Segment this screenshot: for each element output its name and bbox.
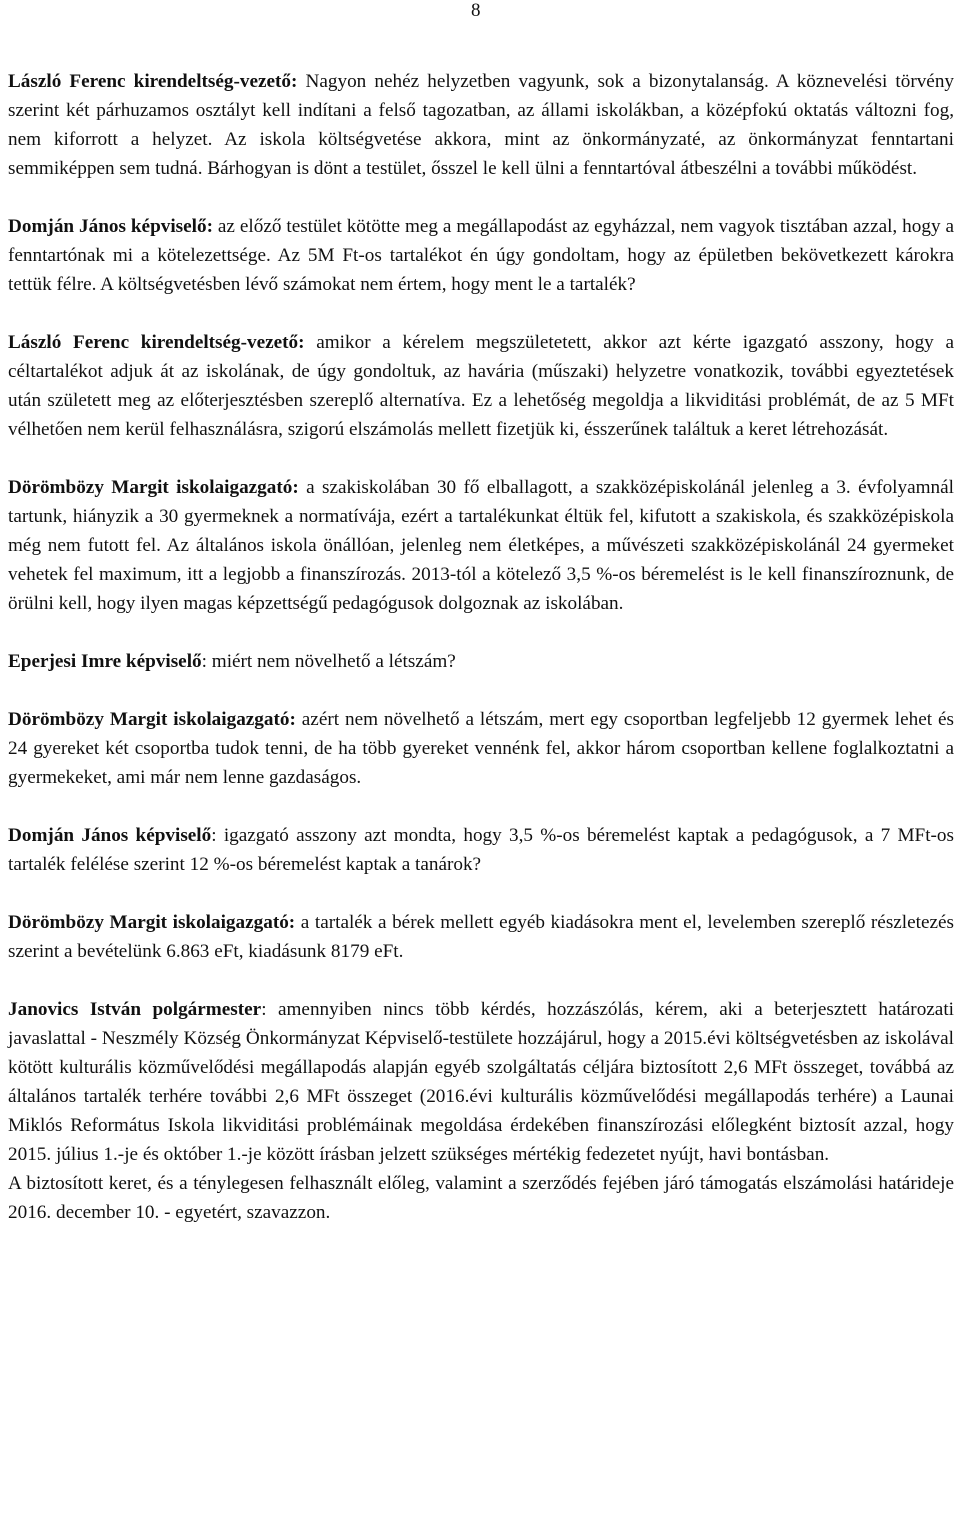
paragraph-text: : amennyiben nincs több kérdés, hozzászólás, kérem, aki a beterjesztett határozati javaslattal - Neszmély Község Önkormányzat Képviselő-testülete hozzájárul, hogy a 2015.évi költségvetésben az iskolával kötött kulturális közművelődési megállapodás alapján egyéb szolgáltatás céljára biztosított 2,6 MFt összeget, továbbá az általános tartalék terhére további 2,6 MFt összeget (2016.évi kulturális közművelődési megállapodás terhére) a Launai Miklós Református Iskola likviditási problémáinak megoldása érdekében finanszírozási előlegként biztosít azzal, hogy 2015. július 1.-je és október 1.-je között írásban jelzett szükséges mértékig fedezetet nyújt, havi bontásban. [8, 999, 954, 1165]
paragraph-domjan-2 [8, 821, 954, 879]
speaker-name: Domján János képviselő: [8, 216, 213, 237]
paragraph-dorombozy-2 [8, 705, 954, 792]
paragraph-text: amikor a kérelem megszületetett, akkor azt kérte igazgató asszony, hogy a céltartalékot adjuk át az iskolának, de úgy gondoltuk, az havária (műszaki) helyzetre vonatkozik, további egyeztetések után született meg az előterjesztésben szereplő alternatíva. Ez a lehetőség megoldja a likviditási problémát, de az 5 MFt vélhetően nem kerül felhasználásra, szigorú elszámolás mellett fizetjük ki, ésszerűnek találtuk a keret létrehozását. [8, 332, 954, 440]
speaker-name: Dörömbözy Margit iskolaigazgató: [8, 709, 296, 730]
speaker-name: Dörömbözy Margit iskolaigazgató: [8, 477, 299, 498]
paragraph-text: azért nem növelhető a létszám, mert egy csoportban legfeljebb 12 gyermek lehet és 24 gyereket két csoportba tudok tenni, de ha több gyereket vennénk fel, akkor három csoportban kellene foglalkoztatni a gyermekeket, ami már nem lenne gazdaságos. [8, 709, 954, 788]
paragraph-closing [8, 1169, 954, 1227]
paragraph-text: : igazgató asszony azt mondta, hogy 3,5 %-os béremelést kaptak a pedagógusok, a 7 MFt-os tartalék felélése szerint 12 %-os béremelést kaptak a tanárok? [8, 825, 954, 875]
paragraph-text: : miért nem növelhető a létszám? [201, 651, 456, 672]
paragraph-laszlo-1 [8, 67, 954, 183]
paragraph-text: a szakiskolában 30 fő elballagott, a szakközépiskolánál jelenleg a 3. évfolyamnál tartunk, hiányzik a 30 gyermeknek a normatívája, ezért a tartalékunkat éltük fel, kifutott a szakiskola, és szakközépiskola még nem futott fel. Az általános iskola önállóan, jelenleg nem életképes, a művészeti szakközépiskolánál 24 gyermeket vehetek fel maximum, itt a legjobb a finanszírozás. 2013-tól a kötelező 3,5 %-os béremelést is le kell finanszíroznunk, de örülni kell, hogy ilyen magas képzettségű pedagógusok dolgoznak az iskolában. [8, 477, 954, 614]
paragraph-text: Nagyon nehéz helyzetben vagyunk, sok a bizonytalanság. A köznevelési törvény szerint két párhuzamos osztályt kell indítani a felső tagozatban, az állami iskolákban, a középfokú oktatás változni fog, nem kiforrott a helyzet. Az iskola költségvetése akkora, mint az önkormányzaté, az önkormányzat fenntartani semmiképpen sem tudná. Bárhogyan is dönt a testület, ősszel le kell ülni a fenntartóval átbeszélni a további működést. [8, 71, 955, 179]
paragraph-text: az előző testület kötötte meg a megállapodást az egyházzal, nem vagyok tisztában azzal, hogy a fenntartónak mi a kötelezettsége. Az 5M Ft-os tartalékot én úgy gondoltam, hogy az épületben bekövetkezett károkra tettük félre. A költségvetésben lévő számokat nem értem, hogy ment le a tartalék? [8, 216, 954, 295]
speaker-name: László Ferenc kirendeltség-vezető: [8, 71, 298, 92]
page-number: 8 [471, 0, 481, 21]
speaker-name: László Ferenc kirendeltség-vezető: [8, 332, 305, 353]
paragraph-text: A biztosított keret, és a ténylegesen felhasznált előleg, valamint a szerződés fejében járó támogatás elszámolási határideje 2016. december 10. - egyetért, szavazzon. [8, 1173, 954, 1223]
paragraph-domjan-1 [8, 212, 954, 299]
paragraph-laszlo-2 [8, 328, 954, 444]
paragraph-text: a tartalék a bérek mellett egyéb kiadásokra ment el, levelemben szereplő részletezés szerint a bevételünk 6.863 eFt, kiadásunk 8179 eFt. [8, 912, 954, 962]
speaker-name: Domján János képviselő [8, 825, 212, 846]
speaker-name: Janovics István polgármester [8, 999, 262, 1020]
minutes-body [8, 67, 954, 1227]
paragraph-dorombozy-3 [8, 908, 954, 966]
speaker-name: Eperjesi Imre képviselő [8, 651, 202, 672]
paragraph-dorombozy-1 [8, 473, 954, 618]
paragraph-eperjesi-1 [8, 647, 954, 676]
speaker-name: Dörömbözy Margit iskolaigazgató: [8, 912, 296, 933]
paragraph-janovics-1 [8, 995, 954, 1169]
